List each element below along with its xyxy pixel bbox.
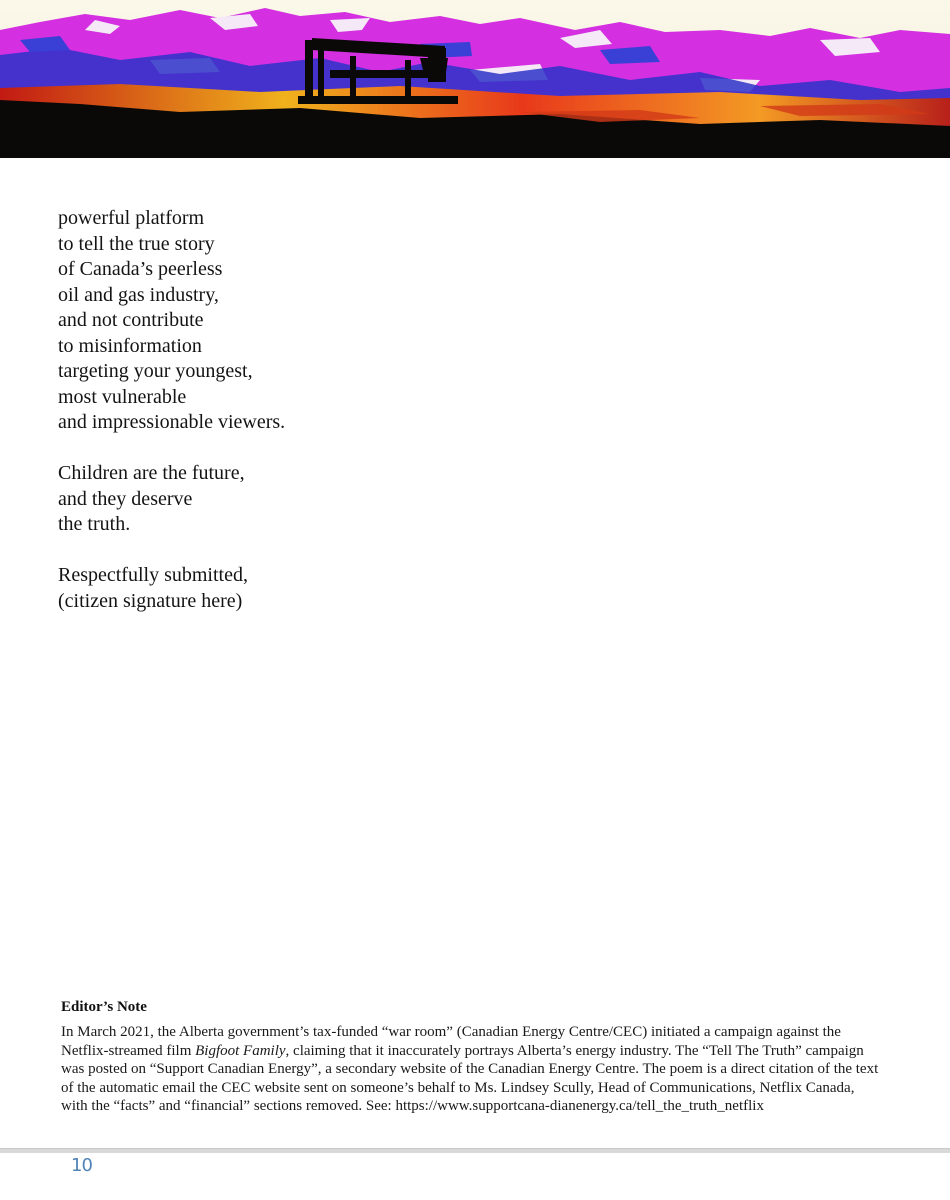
editors-note: [61, 997, 881, 1116]
poem-stanza: [58, 206, 558, 436]
page-number: 10: [71, 1155, 92, 1176]
poem-line: and they deserve: [58, 487, 193, 510]
editors-note-heading: Editor’s Note: [61, 999, 147, 1015]
poem-line: to tell the true story: [58, 232, 215, 255]
poem-line: Children are the future,: [58, 462, 245, 484]
poem-stanza: [58, 563, 558, 614]
poem-line: and not contribute: [58, 309, 204, 331]
poem-line: Respectfully submitted,: [58, 564, 248, 586]
poem-line: most vulnerable: [58, 385, 187, 408]
poem-line: the truth.: [58, 513, 131, 535]
poem-line: of Canada’s peerless: [58, 258, 223, 280]
footer-divider: [0, 1148, 950, 1153]
poem-line: and impressionable viewers.: [58, 411, 286, 433]
film-title: Bigfoot Family: [195, 1042, 286, 1059]
pumpjack-landscape-image: [0, 0, 950, 158]
editors-note-text: , claiming that it inaccurately portrays Alberta’s energy industry. The “Tell The Truth” campaign was posted on “Support Canadian Energy”, a secondary website of the Canadian Energy Centre. The poem is a direct citation of the text of the automatic email the CEC website sent on someone’s behalf to Ms. Lindsey Scully, Head of Communications, Netflix Canada, with the “facts” and “financial” sections removed. See: https://www.supportcana-dianenergy.ca/tell_the_truth_netflix: [61, 1042, 879, 1115]
header-banner: [0, 0, 950, 158]
poem-line: to misinformation: [58, 334, 202, 357]
poem-stanza: [58, 461, 558, 538]
editors-note-text: In March 2021, the Alberta government’s tax-funded “war room” (Canadian Energy Centre/CEC) initiated a campaign against the Netflix-streamed film: [61, 1024, 841, 1059]
poem-line: powerful platform: [58, 207, 205, 229]
poem-line: (citizen signature here): [58, 589, 243, 612]
poem-line: targeting your youngest,: [58, 360, 253, 382]
poem-line: oil and gas industry,: [58, 283, 219, 306]
poem: [58, 206, 558, 640]
editors-note-body: [61, 1023, 881, 1116]
